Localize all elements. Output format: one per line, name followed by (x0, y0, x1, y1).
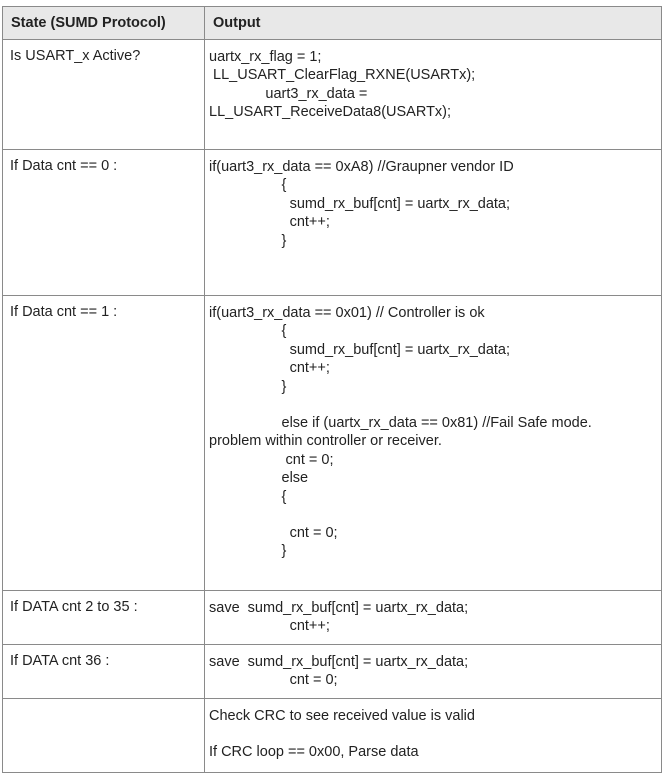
table-row (3, 645, 662, 699)
output-cell (205, 699, 662, 773)
state-cell (3, 645, 205, 699)
code-line: { (209, 488, 287, 505)
state-text: Is USART_x Active? (10, 48, 141, 64)
output-cell (205, 40, 662, 150)
code-line: { (209, 323, 287, 340)
code-line: sumd_rx_buf[cnt] = uartx_rx_data; (209, 341, 511, 358)
table-row (3, 699, 662, 773)
code-line: LL_USART_ClearFlag_RXNE(USARTx); (209, 67, 476, 84)
code-line (209, 725, 661, 743)
header-output-label: Output (213, 15, 261, 31)
table-row (3, 591, 662, 645)
code-line: cnt++; (209, 618, 330, 635)
code-line: cnt = 0; (209, 672, 338, 689)
code-line (209, 396, 661, 414)
code-line: cnt++; (209, 360, 330, 377)
state-text: If DATA cnt 36 : (10, 653, 110, 669)
output-lines (205, 40, 661, 122)
output-cell (205, 645, 662, 699)
header-state-label: State (SUMD Protocol) (11, 15, 166, 31)
code-line (209, 506, 661, 524)
code-line: cnt = 0; (209, 525, 338, 542)
code-line: LL_USART_ReceiveData8(USARTx); (209, 104, 452, 121)
code-line: } (209, 543, 287, 560)
state-cell (3, 591, 205, 645)
code-line: Check CRC to see received value is valid (209, 708, 475, 724)
code-line: { (209, 177, 287, 194)
code-line: uartx_rx_flag = 1; (209, 49, 322, 65)
code-line: else (209, 470, 309, 487)
state-text: If Data cnt == 1 : (10, 304, 118, 320)
header-row (3, 7, 662, 40)
state-cell (3, 40, 205, 150)
code-line: if(uart3_rx_data == 0x01) // Controller is ok (209, 305, 485, 321)
header-state (3, 7, 205, 40)
code-line: save sumd_rx_buf[cnt] = uartx_rx_data; (209, 654, 469, 670)
code-line: else if (uartx_rx_data == 0x81) //Fail Safe mode. (209, 415, 592, 432)
code-line: uart3_rx_data = (209, 85, 368, 102)
sumd-state-table (2, 6, 662, 773)
header-output (205, 7, 662, 40)
code-line: cnt = 0; (209, 451, 334, 468)
code-line: If CRC loop == 0x00, Parse data (209, 744, 419, 761)
code-line: save sumd_rx_buf[cnt] = uartx_rx_data; (209, 600, 469, 616)
output-lines (205, 645, 661, 690)
state-cell (3, 296, 205, 591)
state-text: If DATA cnt 2 to 35 : (10, 599, 138, 615)
output-cell (205, 296, 662, 591)
code-line: cnt++; (209, 214, 330, 231)
state-cell (3, 699, 205, 773)
output-lines (205, 150, 661, 250)
output-lines (205, 591, 661, 636)
code-line: problem within controller or receiver. (209, 433, 442, 450)
output-lines (205, 699, 661, 762)
code-line: } (209, 378, 287, 395)
table-row (3, 40, 662, 150)
table-row (3, 150, 662, 296)
output-cell (205, 591, 662, 645)
state-cell (3, 150, 205, 296)
output-cell (205, 150, 662, 296)
output-lines (205, 296, 661, 561)
table-row (3, 296, 662, 591)
code-line: } (209, 232, 287, 249)
state-text: If Data cnt == 0 : (10, 158, 118, 174)
state-text (3, 699, 204, 707)
code-line: if(uart3_rx_data == 0xA8) //Graupner vendor ID (209, 159, 514, 175)
code-line: sumd_rx_buf[cnt] = uartx_rx_data; (209, 195, 511, 212)
